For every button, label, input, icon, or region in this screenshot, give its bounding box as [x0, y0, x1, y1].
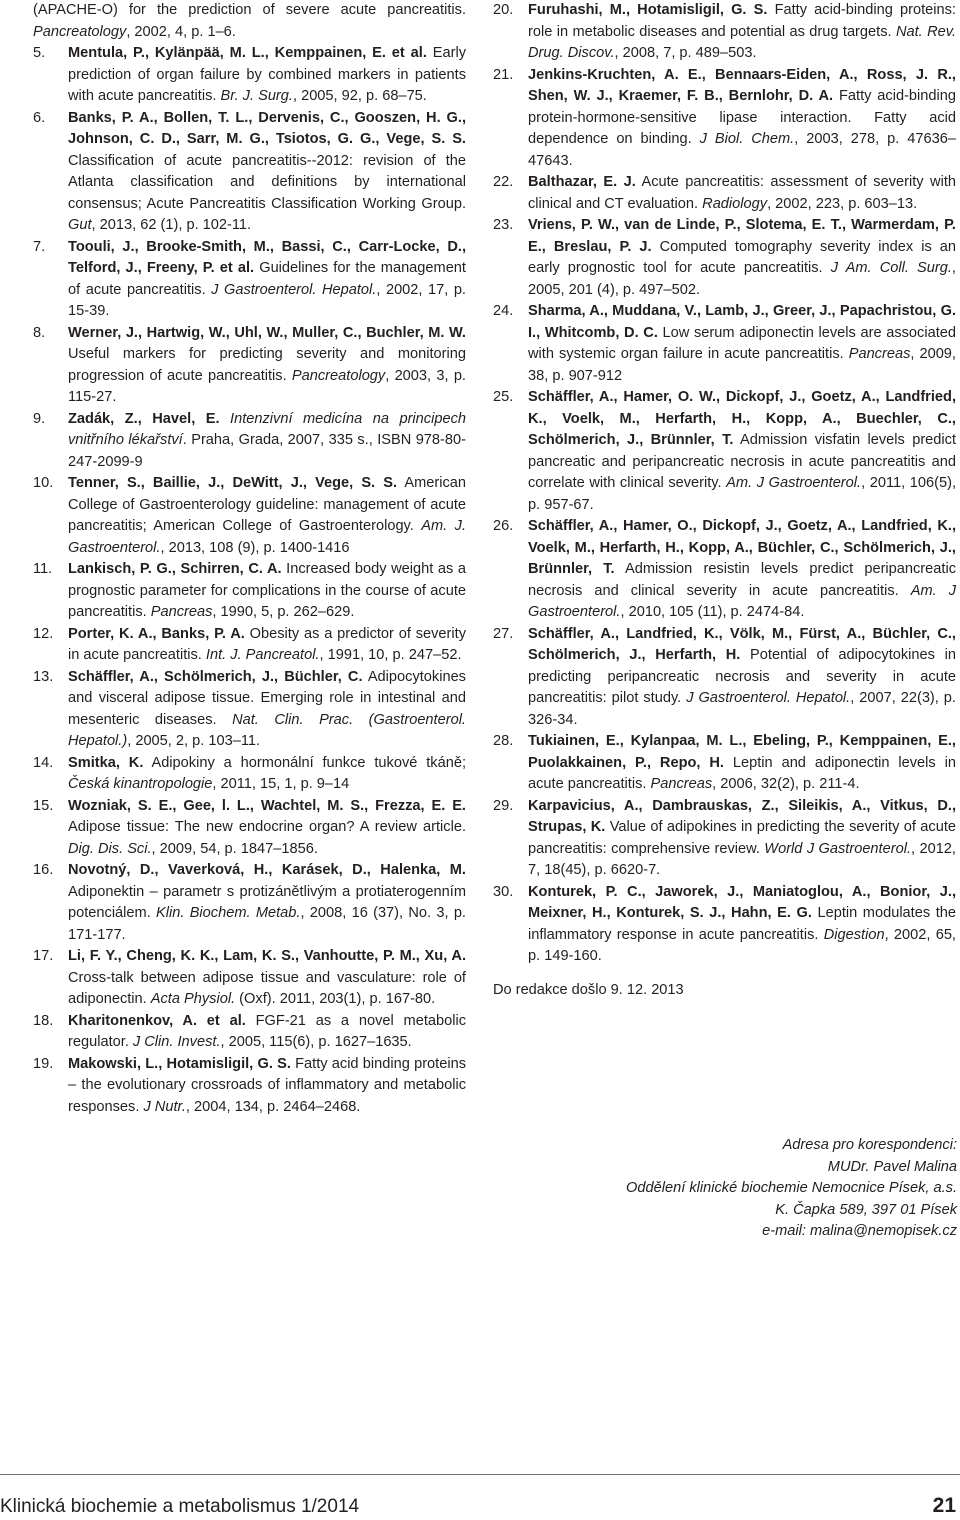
reference-number: 10.	[33, 475, 54, 491]
reference-details: , 2002, 65, p. 149-160.	[528, 926, 956, 964]
reference-item	[493, 796, 956, 882]
reference-number: 30.	[493, 883, 514, 900]
reference-title: Useful markers for predicting severity and monitoring progression of acute pancreatitis.	[68, 346, 466, 384]
reference-title: Cross-talk between adipose tissue and vasculature: role of adiponectin.	[68, 969, 466, 1007]
reference-item	[493, 301, 956, 387]
footer-divider	[0, 1474, 960, 1475]
reference-item	[33, 946, 466, 1011]
reference-item	[33, 753, 466, 796]
reference-authors: Schäffler, A., Hamer, O., Dickopf, J., Goetz, A., Landfried, K., Voelk, M., Herfarth, H., Kopp, A., Büchler, C., Schölmerich, J., Brünnler, T.	[528, 518, 956, 577]
reference-item	[493, 882, 956, 968]
reference-journal: Gut	[68, 217, 92, 233]
reference-details: , 2007, 22(3), p. 326-34.	[528, 690, 956, 728]
correspondence-block	[626, 1135, 957, 1243]
reference-title: Fatty acid-binding proteins: role in metabolic diseases and potential as drug targets.	[528, 2, 956, 40]
reference-details: , 2013, 108 (9), p. 1400-1416	[160, 539, 350, 556]
reference-authors: Furuhashi, M., Hotamisligil, G. S.	[528, 2, 768, 18]
reference-title: Potential of adipocytokines in predicting peripancreatic necrosis and severity in acute pancreatitis: pilot study.	[528, 647, 956, 706]
reference-journal: Pancreatology	[291, 367, 386, 384]
reference-item	[33, 323, 466, 409]
reference-title: Increased body weight as a prognostic parameter for complications in the course of acute pancreatitis.	[68, 561, 466, 620]
reference-journal: Acta Physiol.	[150, 991, 236, 1007]
reference-item	[493, 516, 956, 624]
reference-authors: Vriens, P. W., van de Linde, P., Slotema, E. T., Warmerdam, P. E., Breslau, P. J.	[528, 217, 956, 255]
reference-title: Adipokiny a hormonální funkce tukové tkáně;	[143, 754, 466, 771]
reference-title: Obesity as a predictor of severity in acute pancreatitis.	[68, 625, 466, 663]
reference-authors: Li, F. Y., Cheng, K. K., Lam, K. S., Vanhoutte, P. M., Xu, A.	[68, 948, 466, 964]
reference-number: 6.	[33, 109, 46, 126]
reference-journal: Česká kinantropologie	[68, 776, 213, 792]
reference-number: 15.	[33, 797, 54, 814]
reference-journal: Am. J Gastroenterol.	[528, 582, 956, 620]
reference-journal: Digestion	[823, 926, 885, 943]
reference-number: 29.	[493, 797, 514, 814]
reference-details: , 2006, 32(2), p. 211-4.	[712, 776, 860, 792]
reference-authors: Porter, K. A., Banks, P. A.	[68, 625, 245, 642]
reference-authors: Novotný, D., Vaverková, H., Karásek, D., Halenka, M.	[68, 862, 466, 878]
reference-authors: Karpavicius, A., Dambrauskas, Z., Sileikis, A., Vitkus, D., Strupas, K.	[528, 797, 956, 835]
reference-authors: Toouli, J., Brooke-Smith, M., Bassi, C., Carr-Locke, D., Telford, J., Freeny, P. et al.	[68, 238, 466, 276]
reference-journal: Radiology	[702, 195, 768, 212]
reference-number: 9.	[33, 410, 46, 427]
reference-journal: J Clin. Invest.	[132, 1034, 221, 1050]
reference-item	[493, 172, 956, 215]
reference-item	[493, 731, 956, 796]
reference-number: 8.	[33, 324, 46, 341]
reference-journal: World J Gastroenterol.	[764, 840, 911, 857]
correspondence-heading: Adresa pro korespondenci:	[782, 1137, 957, 1153]
reference-details: , 2011, 15, 1, p. 9–14	[212, 776, 350, 792]
reference-item	[493, 624, 956, 732]
reference-journal: Pancreas	[848, 346, 911, 362]
reference-authors: Smitka, K.	[68, 754, 144, 771]
reference-journal: Intenzivní medicína na principech vnitřního lékařství	[68, 410, 466, 448]
reference-details: , 2012, 7, 18(45), p. 6620-7.	[528, 840, 956, 878]
reference-authors: Tenner, S., Baillie, J., DeWitt, J., Vege, S. S.	[68, 475, 398, 491]
reference-number: 18.	[33, 1012, 54, 1029]
reference-item	[493, 387, 956, 516]
continuation-text: (APACHE-O) for the prediction of severe acute pancreatitis.	[33, 2, 466, 18]
reference-item	[33, 473, 466, 559]
reference-details: , 2005, 115(6), p. 1627–1635.	[220, 1034, 412, 1050]
received-date: Do redakce došlo 9. 12. 2013	[493, 981, 684, 998]
left-reference-list	[33, 43, 466, 1118]
reference-journal: Int. J. Pancreatol.	[205, 647, 320, 663]
reference-number: 11.	[33, 561, 53, 577]
correspondence-email[interactable]: e-mail: malina@nemopisek.cz	[762, 1223, 957, 1239]
reference-number: 23.	[493, 217, 514, 233]
reference-title: Admission visfatin levels predict pancreatic and peripancreatic necrosis in acute pancreatitis and correlate with clinical severity.	[528, 432, 957, 491]
reference-authors: Tukiainen, E., Kylanpaa, M. L., Ebeling, P., Kemppainen, E., Puolakkainen, P., Repo, H.	[528, 733, 956, 771]
reference-item	[33, 860, 466, 946]
reference-details: , 2003, 3, p. 115-27.	[68, 367, 466, 405]
reference-authors: Schäffler, A., Schölmerich, J., Büchler, C.	[68, 668, 363, 685]
reference-title: Low serum adiponectin levels are associated with systemic organ failure in acute pancreatitis.	[528, 324, 956, 362]
reference-title: Computed tomography severity index is an early prognostic tool for acute pancreatitis.	[528, 238, 956, 276]
reference-item	[493, 215, 956, 301]
reference-number: 7.	[33, 238, 46, 255]
left-reference-column	[33, 0, 466, 1118]
footer-journal-title: Klinická biochemie a metabolismus 1/2014	[0, 1496, 360, 1517]
reference-details: , 2003, 278, p. 47636–47643.	[528, 131, 956, 169]
reference-continuation	[33, 0, 466, 43]
reference-number: 27.	[493, 625, 514, 642]
reference-authors: Jenkins-Kruchten, A. E., Bennaars-Eiden, A., Ross, J. R., Shen, W. J., Kraemer, F. B., Bernlohr, D. A.	[528, 66, 956, 104]
reference-journal: J Nutr.	[143, 1098, 186, 1115]
reference-item	[493, 65, 956, 173]
reference-title: Guidelines for the management of acute pancreatitis.	[68, 260, 466, 298]
reference-authors: Kharitonenkov, A. et al.	[68, 1012, 246, 1029]
reference-number: 16.	[33, 862, 54, 878]
reference-journal: J Am. Coll. Surg.	[830, 260, 952, 276]
reference-number: 12.	[33, 625, 54, 642]
reference-item	[33, 796, 466, 861]
reference-number: 26.	[493, 518, 514, 534]
reference-title: Early prediction of organ failure by combined markers in patients with acute pancreatitis.	[68, 45, 466, 104]
reference-title: Acute pancreatitis: assessment of severity with clinical and CT evaluation.	[528, 174, 956, 212]
reference-authors: Mentula, P., Kylänpää, M. L., Kemppainen, E. et al.	[68, 45, 427, 61]
reference-authors: Balthazar, E. J.	[528, 174, 636, 190]
reference-authors: Werner, J., Hartwig, W., Uhl, W., Muller, C., Buchler, M. W.	[68, 324, 466, 341]
reference-journal: Klin. Biochem. Metab.	[156, 905, 301, 921]
reference-details: , 2008, 16 (37), No. 3, p. 171-177.	[68, 905, 466, 943]
correspondence-address: K. Čapka 589, 397 01 Písek	[775, 1201, 957, 1218]
reference-details: , 2005, 201 (4), p. 497–502.	[528, 260, 956, 298]
reference-authors: Zadák, Z., Havel, E.	[68, 410, 220, 427]
reference-item	[33, 237, 466, 323]
reference-title: Value of adipokines in predicting the severity of acute pancreatitis: comprehensive review.	[528, 819, 956, 857]
reference-item	[33, 1011, 466, 1054]
reference-details: . Praha, Grada, 2007, 335 s., ISBN 978-80-247-2099-9	[68, 432, 466, 470]
reference-authors: Sharma, A., Muddana, V., Lamb, J., Greer, J., Papachristou, G. I., Whitcomb, D. C.	[528, 303, 956, 341]
reference-item	[33, 1054, 466, 1119]
reference-title: Adipocytokines and visceral adipose tissue. Emerging role in intestinal and mesenteric diseases.	[68, 668, 466, 728]
reference-details: , 1991, 10, p. 247–52.	[319, 647, 462, 663]
reference-authors: Schäffler, A., Landfried, K., Völk, M., Fürst, A., Büchler, C., Schölmerich, J., Herfarth, H.	[528, 625, 956, 663]
reference-journal: Br. J. Surg.	[220, 88, 293, 104]
reference-details: , 2002, 223, p. 603–13.	[767, 195, 918, 212]
reference-journal: Dig. Dis. Sci.	[68, 840, 152, 857]
reference-journal: J Gastroenterol. Hepatol.	[686, 690, 851, 706]
correspondence-name: MUDr. Pavel Malina	[827, 1158, 957, 1175]
reference-details: , 2013, 62 (1), p. 102-11.	[91, 217, 252, 233]
reference-details: , 2005, 2, p. 103–11.	[127, 733, 261, 749]
reference-authors: Schäffler, A., Hamer, O. W., Dickopf, J., Goetz, A., Landfried, K., Voelk, M., Herfarth, H., Kopp, A., Buechler, C., Schölmerich, J., Brünnler, T.	[528, 389, 956, 448]
reference-details: , 2010, 105 (11), p. 2474-84.	[620, 604, 805, 620]
continuation-rest: , 2002, 4, p. 1–6.	[126, 23, 236, 40]
reference-journal: Pancreas	[650, 776, 713, 792]
reference-title: Classification of acute pancreatitis--2012: revision of the Atlanta classification and definitions by international consensus; Acute Pancreatitis Classification Working Group.	[68, 152, 466, 212]
reference-item	[33, 108, 466, 237]
reference-journal: J Biol. Chem.	[699, 131, 795, 147]
reference-item	[493, 0, 956, 65]
right-reference-list	[493, 0, 956, 968]
reference-title: Fatty acid binding proteins – the evolutionary crossroads of inflammatory and metabolic responses.	[68, 1055, 466, 1115]
reference-number: 24.	[493, 303, 514, 319]
reference-number: 22.	[493, 174, 514, 190]
reference-item	[33, 43, 466, 108]
reference-item	[33, 409, 466, 474]
reference-title: Fatty acid-binding protein-hormone-sensitive lipase interaction. Fatty acid dependence on binding.	[528, 88, 956, 147]
reference-details: , 2005, 92, p. 68–75.	[292, 88, 427, 104]
reference-number: 21.	[493, 66, 514, 83]
reference-number: 19.	[33, 1055, 54, 1072]
reference-authors: Wozniak, S. E., Gee, l. L., Wachtel, M. S., Frezza, E. E.	[68, 797, 466, 814]
reference-title: American College of Gastroenterology guideline: management of acute pancreatitis; American College of Gastroenterology.	[68, 475, 467, 534]
reference-number: 28.	[493, 733, 514, 749]
reference-details: , 2004, 134, p. 2464–2468.	[185, 1098, 361, 1115]
reference-number: 14.	[33, 754, 54, 771]
reference-title: FGF-21 as a novel metabolic regulator.	[68, 1012, 467, 1050]
reference-details: , 2002, 17, p. 15-39.	[68, 281, 466, 319]
reference-title: Admission resistin levels predict peripancreatic necrosis and clinical severity in acute pancreatitis.	[528, 561, 956, 599]
reference-journal: Pancreas	[150, 604, 213, 620]
right-reference-column	[493, 0, 956, 1001]
reference-journal: J Gastroenterol. Hepatol.	[211, 281, 377, 298]
reference-title	[220, 411, 231, 427]
reference-number: 17.	[33, 948, 54, 964]
reference-authors: Banks, P. A., Bollen, T. L., Dervenis, C., Gooszen, H. G., Johnson, C. D., Sarr, M. G., Tsiotos, G. G., Vege, S. S.	[68, 109, 466, 147]
reference-title: Leptin modulates the inflammatory response in acute pancreatitis.	[528, 905, 956, 943]
reference-number: 20.	[493, 2, 514, 18]
reference-item	[33, 667, 466, 753]
reference-number: 13.	[33, 668, 54, 685]
reference-item	[33, 624, 466, 667]
reference-title: Adiponektin – parametr s protizánětlivým a protiaterogenním potenciálem.	[68, 883, 466, 921]
reference-authors: Konturek, P. C., Jaworek, J., Maniatoglou, A., Bonior, J., Meixner, H., Konturek, S. J., Hahn, E. G.	[528, 883, 956, 921]
reference-authors: Lankisch, P. G., Schirren, C. A.	[68, 561, 282, 577]
reference-details: (Oxf). 2011, 203(1), p. 167-80.	[235, 991, 436, 1007]
reference-journal: Am. J Gastroenterol.	[726, 475, 862, 491]
reference-title: Adipose tissue: The new endocrine organ? A review article.	[68, 819, 466, 835]
reference-journal: Nat. Rev. Drug. Discov.	[528, 23, 956, 61]
reference-details: , 2011, 106(5), p. 957-67.	[528, 475, 957, 513]
reference-details: , 1990, 5, p. 262–629.	[212, 604, 355, 620]
continuation-journal: Pancreatology	[33, 23, 127, 40]
correspondence-department: Oddělení klinické biochemie Nemocnice Písek, a.s.	[626, 1180, 957, 1196]
reference-number: 25.	[493, 389, 514, 405]
reference-details: , 2009, 38, p. 907-912	[528, 346, 956, 384]
reference-number: 5.	[33, 45, 46, 61]
reference-journal: Am. J. Gastroenterol.	[68, 518, 466, 556]
reference-details: , 2008, 7, p. 489–503.	[614, 45, 757, 61]
page-number: 21	[932, 1494, 956, 1517]
reference-journal: Nat. Clin. Prac. (Gastroenterol. Hepatol.)	[68, 711, 466, 749]
reference-item	[33, 559, 466, 624]
reference-details: , 2009, 54, p. 1847–1856.	[151, 840, 318, 857]
reference-title: Leptin and adiponectin levels in acute pancreatitis.	[528, 754, 956, 792]
reference-authors: Makowski, L., Hotamisligil, G. S.	[68, 1055, 291, 1072]
